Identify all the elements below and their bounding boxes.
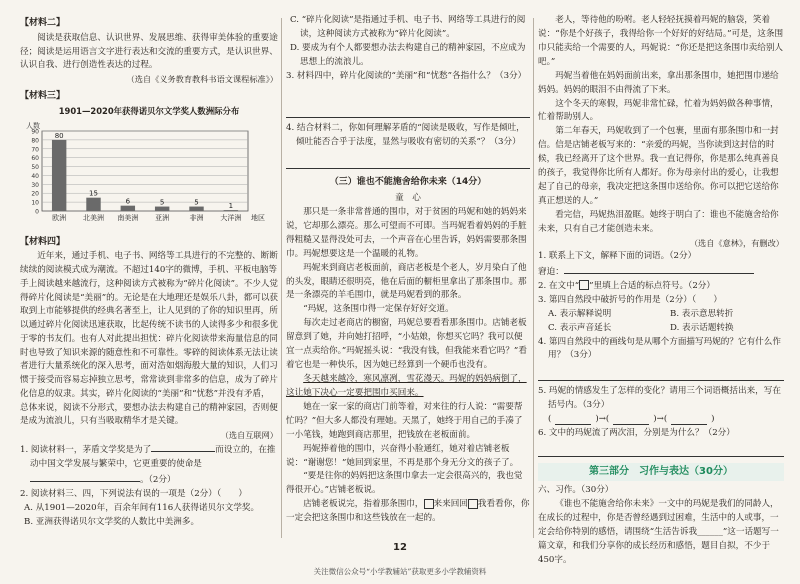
column-middle <box>286 14 530 526</box>
y-tick-label: 40 <box>31 172 39 180</box>
story-source: （选自《意林》，有删改） <box>689 237 784 248</box>
option-a: A. 从1901—2020年，百余年间有116人获得诺贝尔文学奖。 <box>24 503 260 514</box>
chart-frame <box>42 131 248 211</box>
y-tick-label: 10 <box>31 199 39 207</box>
story-para-14: 看完信，玛妮热泪盈眶。她终于明白了：谁也不能施舍给你未来，只有自己才能创造未来。 <box>538 209 779 234</box>
column-right <box>538 14 784 568</box>
column-divider <box>533 18 534 538</box>
story-para-5-underlined: 冬天越来越冷，寒风凛冽，雪花漫天。玛妮的妈妈病倒了，这让她下决心一定要把围巾买回来。 <box>286 374 527 398</box>
emotion-flow: ( )→( )→( ) <box>548 414 715 425</box>
punctuation-box[interactable] <box>468 499 478 509</box>
category-label: 欧洲 <box>52 213 67 222</box>
story-para-7: 玛妮捧着他的围巾，兴奋得小脸通红，她对着店铺老板说：“谢谢您！”她回到家里，不再是那个身无分文的孩子了。 <box>286 443 519 468</box>
y-tick-label: 90 <box>31 128 39 136</box>
option-b: B. 表示意思转折 <box>670 308 734 319</box>
data-label: 15 <box>89 189 98 198</box>
answer-area[interactable] <box>538 365 784 381</box>
answer-blank[interactable] <box>555 415 591 425</box>
question-r2: 2. 在文中“ ”里填上合适的标点符号。（2分） <box>538 280 715 291</box>
answer-area[interactable] <box>286 86 530 118</box>
question-r1-line: 窘迫： <box>538 264 784 280</box>
option-a: A. 表示解释说明 <box>548 308 612 319</box>
answer-blank[interactable] <box>564 264 754 274</box>
question-1: 1. 阅读材料一，茅盾文学奖是为了 而设立的，在推动中国文学发展与繁荣中，它更重要的使命是。（2分） <box>20 442 278 488</box>
punctuation-box[interactable] <box>424 499 434 509</box>
y-tick-label: 80 <box>31 137 39 145</box>
option-b: B. 亚洲获得诺贝尔文学奖的人数比中美洲多。 <box>24 516 200 527</box>
material-4-source: （选自互联网） <box>220 430 278 441</box>
bar-3 <box>155 206 169 210</box>
x-axis-label: 地区 <box>251 213 265 222</box>
option-c: C. 表示声音延长 <box>548 322 612 333</box>
page-number: 12 <box>393 542 407 553</box>
bar-2 <box>121 205 135 210</box>
story-para-9: 店铺老板说完，指着那条围巾， 来来回回 我看看你，你一定会把这条围巾和这些钱放在一起的。 <box>286 499 530 524</box>
story-para-11: 玛妮当着他在妈妈面前出来，拿出那条围巾，她把围巾递给妈妈。妈妈的眼泪不由得流了下来。 <box>538 70 779 95</box>
material-2-source: （选自《义务教育教科书语文课程标准》） <box>126 74 278 85</box>
question-r1: 1. 联系上下文，解释下面的词语。（2分） <box>538 251 697 262</box>
story-para-3: “玛妮，这条围巾得一定保存好好交道。 <box>303 304 454 315</box>
answer-blank[interactable] <box>671 415 707 425</box>
story-para-6: 她在一家一家的商店门前等着，对来往的行人说：“需要帮忙吗？”但大多人都没有理她。天黑了，她终于用自己的手凑了一小笔钱，她跑到商店那里，把钱放在老板面前。 <box>286 401 523 440</box>
section-3-title: （三）谁也不能施舍给你未来（14分） <box>329 177 487 188</box>
y-tick-label: 30 <box>31 181 39 189</box>
punctuation-box-icon <box>579 280 589 290</box>
bar-0 <box>52 140 66 211</box>
question-2: 2. 阅读材料三、四，下列说法有误的一项是（2分）（ ） <box>20 489 247 500</box>
option-row <box>538 308 784 322</box>
writing-task-heading: 六、习作。（30分） <box>538 485 614 496</box>
answer-area[interactable] <box>286 151 530 169</box>
story-para-1: 那只是一条非常普通的围巾，对于贫困的玛妮和她的妈妈来说，它却那么漂亮。那么可望而不可即。当玛妮看着妈妈的手脏得粗糙又显得没处可去，一个声音在心里告诉，妈妈需要那条围巾。玛妮想要这是一个温暖的礼物。 <box>286 206 527 259</box>
column-divider <box>281 18 282 538</box>
question-r6: 6. 文中的玛妮流了两次泪，分别是为什么？（2分） <box>538 428 735 439</box>
category-label: 非洲 <box>189 213 204 222</box>
y-tick-label: 0 <box>35 208 39 216</box>
bar-4 <box>189 206 203 210</box>
answer-blank[interactable] <box>613 415 649 425</box>
story-para-2: 玛妮来到商店老板面前，商店老板是个老人，岁月染白了他的头发，眼睛还很明亮，他在后面的橱柜里拿出了那条围巾。那是一条漂亮的羊毛围巾，就是玛妮看到的那条。 <box>286 262 527 301</box>
data-label: 6 <box>125 197 131 206</box>
writing-task-prompt: 《谁也不能施舍给你未来》一文中的玛妮是我们的同龄人，在成长的过程中，你是否曾经遇到过困难，生活中的人或事，一定会给你特别的感悟，请围绕“生活告诉我______”这一话题写一篇文章，和我们分享你的成长经历和感悟，题目自拟，不少于450字。 <box>538 499 779 565</box>
answer-area[interactable] <box>538 443 784 457</box>
option-d: D. 要成为有个人都要想办法去构建自己的精神家园，不应成为思想上的流浪儿。 <box>290 42 526 67</box>
y-tick-label: 60 <box>31 154 39 162</box>
bar-5 <box>224 210 238 211</box>
bar-1 <box>86 197 100 210</box>
question-3: 3. 材料四中，碎片化阅读的“美丽”和“忧愁”各指什么？（3分） <box>286 70 527 81</box>
material-4-text: 近年来，通过手机、电子书、网络等工具进行的不完整的、断断续续的阅读模式成为潮流。不超过140字的微博，手机、平板电脑等手上阅读越来越流行，这种阅读方式被称为“碎片化阅读”。不少人觉得碎片化阅读是“美丽”的。无论是在大地理还是娱乐八卦，都可以获取到上市能够提供的经典名著至上，让人见到的了你的知识里再，所以通过碎片化阅读迅速获取，比起传统不读书的人读得多少和很多优于零的书友们。也有人对此提出担忧：碎片化阅读带来海量信息的同时也导致了知识来源的随意性和不可靠性。零碎的阅读体系无法让读者进行大量系统化的深入思考，面对浩如烟海般大量的知识，人们习惯于接受而容易忘掉独立思考，常常读到非常多的信息，成为了碎片化信息的奴隶。其实，碎片化阅读的“美丽”和“忧愁”并没有矛盾，总体来说，阅读不分形式，要想办法去构建自己的精神家园，否则便是成为流浪儿，只有当吸取精华才是关键。 <box>20 251 279 427</box>
material-2-text: 阅读是获取信息、认识世界、发展思维、获得审美体验的重要途径；阅读是运用语言文字进行表达和交流的重要方式，是认识世界、认识自我、进行创造性表达的过程。 <box>20 32 278 71</box>
story-title: 童 心 <box>395 193 421 204</box>
story-para-8: “要是往你的妈妈把这条围巾拿去一定会很高兴的，我也觉得很开心。”店铺老板说。 <box>286 471 523 496</box>
category-label: 亚洲 <box>155 213 170 222</box>
material-2-heading: 【材料二】 <box>20 18 66 28</box>
category-label: 北美洲 <box>83 213 104 222</box>
story-para-13: 第二年春天，玛妮收到了一个包裹，里面有那条围巾和一封信。信是店铺老板写来的：“亲爱的玛妮，当你读到这封信的时候，我已经离开了这个世界。我一直记得你，你是那么纯真善良的孩子，我觉得你比所有人都好。你为母亲付出的爱心，让我想起了自己的母亲，我决定把这条围巾送给你。你可以把它送给你真正想送的人。” <box>538 126 779 206</box>
story-para-10: 老人，等待他的吩咐。老人轻轻抚摸着玛妮的脑袋，笑着说：“你是个好孩子，我得给你一个好好的好结局。”可是，这条围巾只能卖给一个需要的人，玛妮说：“你还是把这条围巾卖给别人吧。” <box>538 15 784 67</box>
data-label: 80 <box>54 131 64 140</box>
answer-blank[interactable] <box>30 472 140 482</box>
question-r3: 3. 第四自然段中破折号的作用是（2分）（ ） <box>538 294 722 305</box>
footer-note: 关注微信公众号“小学教辅站”获取更多小学教辅资料 <box>313 567 487 576</box>
material-3-heading: 【材料三】 <box>20 90 66 101</box>
category-label: 大洋洲 <box>220 213 242 222</box>
y-tick-label: 70 <box>31 146 39 154</box>
category-label: 南美洲 <box>117 213 139 222</box>
y-tick-label: 20 <box>31 190 39 198</box>
column-left <box>20 14 278 530</box>
material-4-heading: 【材料四】 <box>20 236 66 247</box>
story-para-4: 每次走过老商店的橱窗，玛妮总要看看那条围巾。店铺老板留意到了她，并向她打招呼，“小姑娘，你想买它吗？我可以便宜一点卖给你。”玛妮摇头说：“我没有钱，但我能来看它吗？”看着它也是一种快乐，因为她已经算到一个硬币也没有。 <box>286 318 527 371</box>
option-d: D. 表示话题转换 <box>670 322 734 333</box>
nobel-bar-chart <box>20 119 278 227</box>
option-row <box>538 322 784 336</box>
chart-title: 1901—2020年获得诺贝尔文学奖人数洲际分布 <box>58 106 240 117</box>
story-para-12: 这个冬天的寒假，玛妮非常忙碌，忙着为妈妈做各种事情，忙着帮助别人。 <box>538 98 779 123</box>
part-3-banner: 第三部分 习作与表达（30分） <box>538 463 784 481</box>
question-r5: 5. 玛妮的情感发生了怎样的变化？请用三个词语概括出来，写在括号内。（3分） <box>538 386 781 411</box>
option-c: C. “碎片化阅读”是指通过手机、电子书、网络等工具进行的阅读，这种阅读方式被称为“碎片化阅读”。 <box>290 15 526 39</box>
y-tick-label: 50 <box>31 163 39 171</box>
answer-blank[interactable] <box>151 442 215 452</box>
y-axis-label: 人数 <box>26 121 40 130</box>
question-r4: 4. 第四自然段中的画线句是从哪个方面描写玛妮的？它有什么作用？（3分） <box>538 336 781 361</box>
data-label: 1 <box>228 201 234 210</box>
data-label: 5 <box>159 198 165 207</box>
question-4: 4. 结合材料二，你如何理解茅盾的“阅读是吸收，写作是倾吐，倾吐能否合乎于法度，显然与吸收有密切的关系”？（3分） <box>286 122 525 147</box>
data-label: 5 <box>194 198 199 207</box>
